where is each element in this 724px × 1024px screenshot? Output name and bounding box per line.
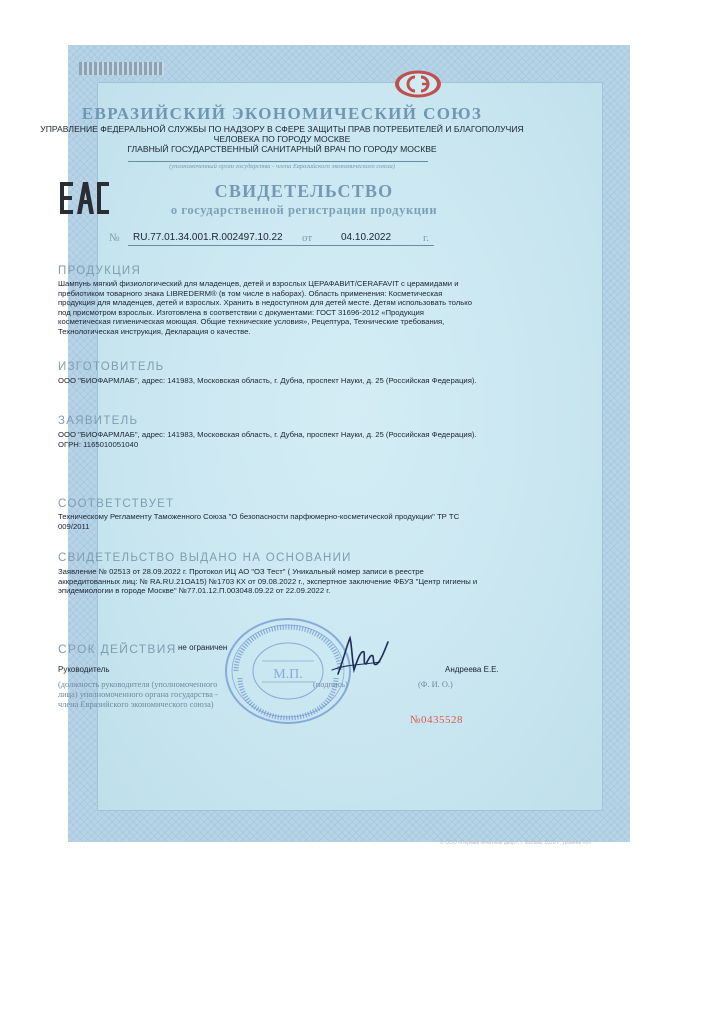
conformity-logo bbox=[393, 69, 443, 99]
certificate-subtitle: о государственной регистрации продукции bbox=[170, 203, 438, 217]
authority-line: УПРАВЛЕНИЕ ФЕДЕРАЛЬНОЙ СЛУЖБЫ ПО НАДЗОРУ В СФЕРЕ ЗАЩИТЫ ПРАВ ПОТРЕБИТЕЛЕЙ И БЛАГОПОЛУЧИЯ bbox=[40, 124, 524, 134]
applicant-line: ОГРН: 1165010051040 bbox=[58, 439, 139, 449]
stamp-mark: М.П. bbox=[273, 667, 303, 682]
applicant-heading: ЗАЯВИТЕЛЬ bbox=[58, 415, 139, 427]
validity-heading: СРОК ДЕЙСТВИЯ bbox=[58, 642, 177, 656]
applicant-line: ООО "БИОФАРМЛАБ", адрес: 141983, Московская область, г. Дубна, проспект Науки, д. 25 (Российская Федерация). bbox=[58, 430, 477, 439]
certificate-title: СВИДЕТЕЛЬСТВО bbox=[214, 181, 394, 201]
basis-line: аккредитованных лиц: № RA.RU.21ОА15) №1703 КХ от 09.08.2022 г., экспертное заключение ФБУЗ "Центр гигиены и bbox=[58, 576, 478, 586]
product-heading: ПРОДУКЦИЯ bbox=[58, 265, 142, 277]
conformity-line: Техническому Регламенту Таможенного Союза "О безопасности парфюмерно-косметической продукции" ТР ТС bbox=[58, 512, 460, 521]
product-line: продукция для младенцев, детей и взрослых. Хранить в недоступном для детей месте. Детям использовать только bbox=[58, 298, 472, 308]
serial-number: №0435528 bbox=[410, 714, 463, 726]
position-caption-line: лица) уполномоченного органа государства - bbox=[58, 690, 218, 699]
position-caption-line: (должность руководителя (уполномоченного bbox=[58, 680, 218, 689]
product-line: под присмотром взрослых. Изготовлена в соответствии с документами: ГОСТ 31696-2012 «Продукция bbox=[58, 307, 424, 317]
authority-caption: (уполномоченный орган государства - члена Евразийского экономического союза) bbox=[169, 163, 395, 170]
conformity-text bbox=[58, 512, 498, 531]
manufacturer-line: ООО "БИОФАРМЛАБ", адрес: 141983, Московская область, г. Дубна, проспект Науки, д. 25 (Российская Федерация). bbox=[58, 376, 477, 385]
product-line: Технологическая инструкция, Декларация о качестве. bbox=[58, 326, 251, 336]
conformity-heading: СООТВЕТСТВУЕТ bbox=[58, 498, 175, 510]
head-label: Руководитель bbox=[58, 665, 110, 674]
basis-line: Заявление № 02513 от 28.09.2022 г. Протокол ИЦ АО "ОЗ Тест" ( Уникальный номер записи в реестре bbox=[58, 567, 424, 576]
conformity-line: 009/2011 bbox=[58, 521, 90, 531]
product-line: пребиотиком товарного знака LIBREDERM® (в том числе в наборах). Область применения: Косметическая bbox=[58, 288, 443, 298]
year-suffix: г. bbox=[423, 232, 430, 244]
manufacturer-heading: ИЗГОТОВИТЕЛЬ bbox=[58, 361, 165, 373]
name-caption: (Ф. И. О.) bbox=[418, 680, 453, 689]
certificate-date: 04.10.2022 bbox=[341, 232, 392, 243]
security-emblem bbox=[79, 62, 164, 75]
date-label: от bbox=[302, 232, 313, 244]
head-name: Андреева Е.Е. bbox=[445, 665, 499, 674]
number-rule bbox=[128, 245, 434, 246]
printer-footer: © ООО «Первый печатный двор», г. Москва, 2020 г., уровень «Б» bbox=[440, 840, 592, 846]
manufacturer-text bbox=[58, 376, 498, 386]
product-line: Шампунь мягкий физиологический для младенцев, детей и взрослых ЦЕРАФАВИТ/CERAFAVIT с церамидами и bbox=[58, 279, 459, 288]
signature bbox=[330, 634, 390, 678]
position-caption bbox=[58, 680, 288, 710]
eac-mark bbox=[58, 178, 110, 218]
number-label: № bbox=[109, 232, 120, 244]
basis-text bbox=[58, 567, 498, 596]
authority-rule bbox=[128, 161, 428, 162]
basis-heading: СВИДЕТЕЛЬСТВО ВЫДАНО НА ОСНОВАНИИ bbox=[58, 552, 352, 564]
applicant-text bbox=[58, 430, 498, 449]
authority-line: ЧЕЛОВЕКА ПО ГОРОДУ МОСКВЕ bbox=[213, 134, 351, 144]
union-title: ЕВРАЗИЙСКИЙ ЭКОНОМИЧЕСКИЙ СОЮЗ bbox=[81, 104, 483, 123]
certificate-number: RU.77.01.34.001.R.002497.10.22 bbox=[133, 232, 283, 243]
product-line: косметическая гигиеническая моющая. Общие технические условия», Рецептура, Технические требования, bbox=[58, 317, 445, 327]
position-caption-line: члена Евразийского экономического союза) bbox=[58, 700, 214, 709]
product-text bbox=[58, 279, 498, 337]
signature-caption: (подпись) bbox=[313, 680, 348, 689]
basis-line: эпидемиологии в городе Москве" №77.01.12.П.003048.09.22 от 22.09.2022 г. bbox=[58, 586, 331, 596]
issuing-authority bbox=[32, 124, 532, 154]
validity-value: не ограничен bbox=[178, 643, 228, 652]
authority-line: ГЛАВНЫЙ ГОСУДАРСТВЕННЫЙ САНИТАРНЫЙ ВРАЧ ПО ГОРОДУ МОСКВЕ bbox=[127, 144, 437, 154]
